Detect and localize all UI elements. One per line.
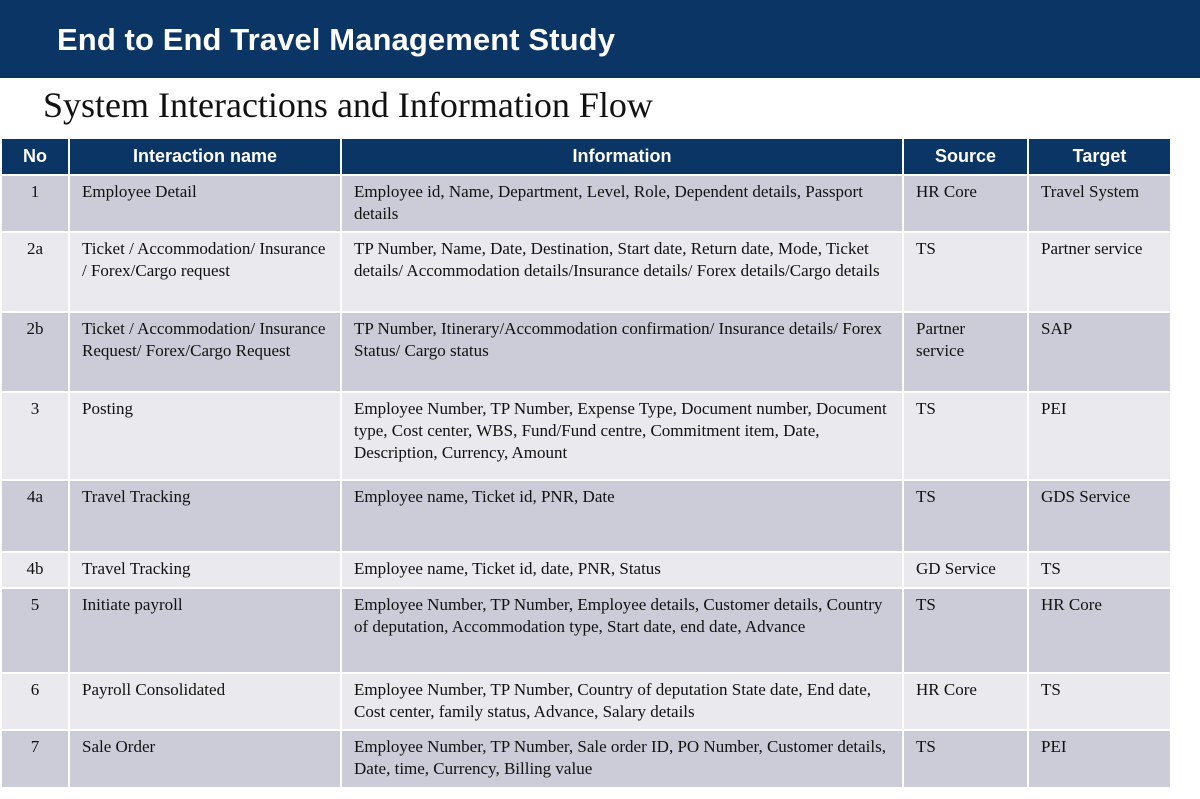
cell-information: Employee name, Ticket id, date, PNR, Status bbox=[341, 552, 903, 588]
cell-information: Employee Number, TP Number, Expense Type, Document number, Document type, Cost center, WBS, Fund/Fund centre, Commitment item, Date, Description, Currency, Amount bbox=[341, 392, 903, 480]
slide-title: End to End Travel Management Study bbox=[57, 22, 616, 57]
cell-no: 2a bbox=[1, 232, 69, 312]
cell-source: HR Core bbox=[903, 175, 1028, 232]
column-header-source: Source bbox=[903, 138, 1028, 175]
cell-no: 2b bbox=[1, 312, 69, 392]
table-row bbox=[1, 730, 1171, 788]
cell-no: 7 bbox=[1, 730, 69, 788]
table-row bbox=[1, 588, 1171, 673]
cell-source: TS bbox=[903, 588, 1028, 673]
cell-source: GD Service bbox=[903, 552, 1028, 588]
cell-interaction-name: Posting bbox=[69, 392, 341, 480]
cell-target: Travel System bbox=[1028, 175, 1171, 232]
cell-target: GDS Service bbox=[1028, 480, 1171, 552]
cell-source: Partner service bbox=[903, 312, 1028, 392]
cell-no: 3 bbox=[1, 392, 69, 480]
cell-target: TS bbox=[1028, 673, 1171, 730]
cell-interaction-name: Employee Detail bbox=[69, 175, 341, 232]
cell-target: TS bbox=[1028, 552, 1171, 588]
cell-information: TP Number, Name, Date, Destination, Start date, Return date, Mode, Ticket details/ Accommodation details/Insurance details/ Forex details/Cargo details bbox=[341, 232, 903, 312]
table-row bbox=[1, 232, 1171, 312]
cell-information: Employee Number, TP Number, Sale order ID, PO Number, Customer details, Date, time, Currency, Billing value bbox=[341, 730, 903, 788]
table-row bbox=[1, 552, 1171, 588]
table-row bbox=[1, 480, 1171, 552]
cell-interaction-name: Payroll Consolidated bbox=[69, 673, 341, 730]
table-header-row bbox=[1, 138, 1171, 175]
cell-interaction-name: Ticket / Accommodation/ Insurance Request/ Forex/Cargo Request bbox=[69, 312, 341, 392]
cell-target: PEI bbox=[1028, 392, 1171, 480]
cell-source: TS bbox=[903, 232, 1028, 312]
cell-source: TS bbox=[903, 392, 1028, 480]
cell-source: TS bbox=[903, 480, 1028, 552]
cell-interaction-name: Travel Tracking bbox=[69, 552, 341, 588]
cell-no: 5 bbox=[1, 588, 69, 673]
title-banner bbox=[0, 0, 1200, 78]
table-row bbox=[1, 392, 1171, 480]
interactions-table bbox=[0, 137, 1172, 789]
cell-interaction-name: Ticket / Accommodation/ Insurance / Forex/Cargo request bbox=[69, 232, 341, 312]
table-row bbox=[1, 175, 1171, 232]
cell-information: Employee Number, TP Number, Employee details, Customer details, Country of deputation, Accommodation type, Start date, end date, Advance bbox=[341, 588, 903, 673]
cell-target: HR Core bbox=[1028, 588, 1171, 673]
column-header-target: Target bbox=[1028, 138, 1171, 175]
cell-target: PEI bbox=[1028, 730, 1171, 788]
cell-information: Employee id, Name, Department, Level, Role, Dependent details, Passport details bbox=[341, 175, 903, 232]
cell-information: TP Number, Itinerary/Accommodation confirmation/ Insurance details/ Forex Status/ Cargo status bbox=[341, 312, 903, 392]
column-header-interaction-name: Interaction name bbox=[69, 138, 341, 175]
cell-interaction-name: Sale Order bbox=[69, 730, 341, 788]
column-header-no: No bbox=[1, 138, 69, 175]
table-row bbox=[1, 673, 1171, 730]
cell-interaction-name: Travel Tracking bbox=[69, 480, 341, 552]
cell-target: Partner service bbox=[1028, 232, 1171, 312]
cell-interaction-name: Initiate payroll bbox=[69, 588, 341, 673]
cell-information: Employee name, Ticket id, PNR, Date bbox=[341, 480, 903, 552]
table-row bbox=[1, 312, 1171, 392]
slide-subtitle: System Interactions and Information Flow bbox=[43, 85, 653, 125]
cell-information: Employee Number, TP Number, Country of deputation State date, End date, Cost center, family status, Advance, Salary details bbox=[341, 673, 903, 730]
cell-no: 4a bbox=[1, 480, 69, 552]
cell-no: 1 bbox=[1, 175, 69, 232]
cell-target: SAP bbox=[1028, 312, 1171, 392]
cell-no: 6 bbox=[1, 673, 69, 730]
cell-source: TS bbox=[903, 730, 1028, 788]
cell-no: 4b bbox=[1, 552, 69, 588]
column-header-information: Information bbox=[341, 138, 903, 175]
cell-source: HR Core bbox=[903, 673, 1028, 730]
